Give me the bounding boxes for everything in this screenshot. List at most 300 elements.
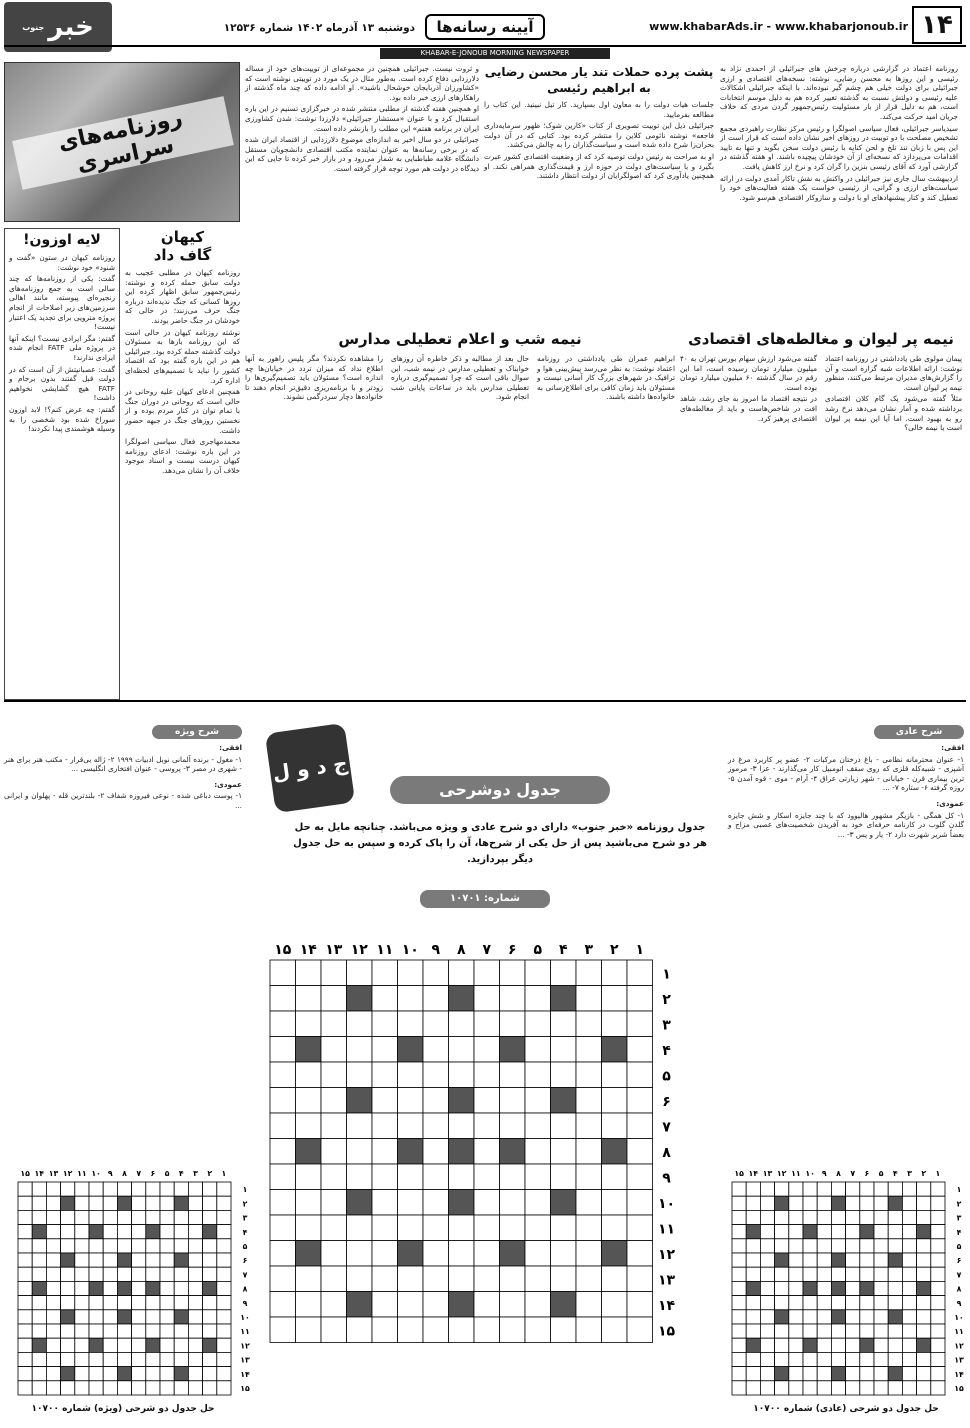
crossword-cell[interactable] — [132, 1381, 146, 1395]
crossword-cell[interactable] — [321, 1011, 347, 1037]
crossword-cell[interactable] — [602, 986, 628, 1012]
crossword-cell[interactable] — [449, 1266, 475, 1292]
crossword-cell[interactable] — [117, 1324, 131, 1338]
crossword-cell[interactable] — [474, 1215, 500, 1241]
crossword-cell[interactable] — [746, 1210, 760, 1224]
crossword-cell[interactable] — [75, 1310, 89, 1324]
crossword-cell[interactable] — [789, 1352, 803, 1366]
crossword-cell[interactable] — [423, 1317, 449, 1343]
crossword-cell[interactable] — [89, 1239, 103, 1253]
crossword-cell[interactable] — [46, 1367, 60, 1381]
crossword-cell[interactable] — [89, 1253, 103, 1267]
crossword-cell[interactable] — [732, 1367, 746, 1381]
crossword-cell[interactable] — [398, 1292, 424, 1318]
crossword-cell[interactable] — [627, 1292, 653, 1318]
crossword-cell[interactable] — [888, 1182, 902, 1196]
crossword-cell[interactable] — [775, 1296, 789, 1310]
crossword-cell[interactable] — [61, 1352, 75, 1366]
crossword-cell[interactable] — [423, 1215, 449, 1241]
crossword-cell[interactable] — [174, 1324, 188, 1338]
crossword-cell[interactable] — [931, 1210, 945, 1224]
crossword-cell[interactable] — [61, 1381, 75, 1395]
crossword-cell[interactable] — [423, 1062, 449, 1088]
crossword-cell[interactable] — [18, 1210, 32, 1224]
crossword-cell[interactable] — [160, 1239, 174, 1253]
crossword-cell[interactable] — [817, 1310, 831, 1324]
crossword-cell[interactable] — [846, 1281, 860, 1295]
crossword-cell[interactable] — [174, 1239, 188, 1253]
crossword-cell[interactable] — [372, 960, 398, 986]
crossword-cell[interactable] — [902, 1281, 916, 1295]
crossword-cell[interactable] — [760, 1196, 774, 1210]
crossword-cell[interactable] — [917, 1381, 931, 1395]
crossword-cell[interactable] — [347, 1266, 373, 1292]
crossword-cell[interactable] — [627, 1317, 653, 1343]
crossword-cell[interactable] — [32, 1324, 46, 1338]
crossword-cell[interactable] — [917, 1253, 931, 1267]
crossword-cell[interactable] — [217, 1239, 231, 1253]
crossword-cell[interactable] — [902, 1225, 916, 1239]
crossword-cell[interactable] — [760, 1324, 774, 1338]
crossword-cell[interactable] — [874, 1296, 888, 1310]
crossword-cell[interactable] — [103, 1367, 117, 1381]
crossword-cell[interactable] — [525, 986, 551, 1012]
crossword-cell[interactable] — [627, 1037, 653, 1063]
crossword-cell[interactable] — [270, 1241, 296, 1267]
crossword-cell[interactable] — [525, 1241, 551, 1267]
crossword-cell[interactable] — [217, 1196, 231, 1210]
crossword-cell[interactable] — [500, 1292, 526, 1318]
crossword-cell[interactable] — [146, 1381, 160, 1395]
crossword-cell[interactable] — [817, 1338, 831, 1352]
crossword-cell[interactable] — [270, 1011, 296, 1037]
crossword-cell[interactable] — [576, 1292, 602, 1318]
crossword-cell[interactable] — [803, 1196, 817, 1210]
crossword-cell[interactable] — [188, 1338, 202, 1352]
crossword-cell[interactable] — [188, 1239, 202, 1253]
crossword-cell[interactable] — [627, 1113, 653, 1139]
crossword-cell[interactable] — [270, 1113, 296, 1139]
crossword-cell[interactable] — [931, 1338, 945, 1352]
crossword-cell[interactable] — [146, 1352, 160, 1366]
crossword-cell[interactable] — [321, 1190, 347, 1216]
crossword-cell[interactable] — [18, 1310, 32, 1324]
crossword-cell[interactable] — [789, 1225, 803, 1239]
crossword-cell[interactable] — [372, 1317, 398, 1343]
crossword-cell[interactable] — [525, 1062, 551, 1088]
crossword-cell[interactable] — [803, 1381, 817, 1395]
crossword-cell[interactable] — [917, 1239, 931, 1253]
crossword-cell[interactable] — [75, 1196, 89, 1210]
crossword-cell[interactable] — [160, 1352, 174, 1366]
crossword-cell[interactable] — [117, 1381, 131, 1395]
crossword-cell[interactable] — [831, 1296, 845, 1310]
crossword-cell[interactable] — [103, 1296, 117, 1310]
crossword-cell[interactable] — [146, 1324, 160, 1338]
crossword-cell[interactable] — [551, 1164, 577, 1190]
crossword-cell[interactable] — [817, 1225, 831, 1239]
crossword-cell[interactable] — [217, 1182, 231, 1196]
crossword-cell[interactable] — [789, 1239, 803, 1253]
crossword-cell[interactable] — [423, 1011, 449, 1037]
crossword-cell[interactable] — [18, 1296, 32, 1310]
crossword-cell[interactable] — [860, 1296, 874, 1310]
crossword-cell[interactable] — [46, 1381, 60, 1395]
crossword-cell[interactable] — [321, 1164, 347, 1190]
crossword-cell[interactable] — [372, 1139, 398, 1165]
crossword-cell[interactable] — [32, 1367, 46, 1381]
crossword-cell[interactable] — [525, 1317, 551, 1343]
crossword-cell[interactable] — [817, 1296, 831, 1310]
crossword-cell[interactable] — [746, 1182, 760, 1196]
crossword-cell[interactable] — [931, 1381, 945, 1395]
crossword-cell[interactable] — [917, 1352, 931, 1366]
crossword-cell[interactable] — [888, 1296, 902, 1310]
crossword-cell[interactable] — [732, 1196, 746, 1210]
crossword-cell[interactable] — [61, 1338, 75, 1352]
crossword-cell[interactable] — [817, 1352, 831, 1366]
crossword-cell[interactable] — [846, 1367, 860, 1381]
crossword-cell[interactable] — [372, 1011, 398, 1037]
crossword-cell[interactable] — [576, 1164, 602, 1190]
crossword-cell[interactable] — [61, 1182, 75, 1196]
crossword-cell[interactable] — [602, 1215, 628, 1241]
crossword-cell[interactable] — [423, 960, 449, 986]
crossword-cell[interactable] — [902, 1296, 916, 1310]
crossword-cell[interactable] — [627, 1011, 653, 1037]
crossword-cell[interactable] — [321, 1215, 347, 1241]
crossword-cell[interactable] — [146, 1253, 160, 1267]
crossword-cell[interactable] — [372, 1062, 398, 1088]
crossword-cell[interactable] — [746, 1296, 760, 1310]
crossword-cell[interactable] — [321, 1292, 347, 1318]
crossword-cell[interactable] — [746, 1239, 760, 1253]
crossword-cell[interactable] — [132, 1367, 146, 1381]
crossword-cell[interactable] — [132, 1210, 146, 1224]
crossword-cell[interactable] — [474, 1011, 500, 1037]
crossword-cell[interactable] — [500, 1190, 526, 1216]
crossword-cell[interactable] — [347, 1062, 373, 1088]
crossword-cell[interactable] — [61, 1210, 75, 1224]
crossword-cell[interactable] — [917, 1296, 931, 1310]
crossword-cell[interactable] — [775, 1338, 789, 1352]
crossword-cell[interactable] — [760, 1367, 774, 1381]
crossword-cell[interactable] — [474, 1317, 500, 1343]
crossword-cell[interactable] — [174, 1182, 188, 1196]
crossword-cell[interactable] — [372, 1190, 398, 1216]
crossword-cell[interactable] — [132, 1352, 146, 1366]
crossword-cell[interactable] — [817, 1367, 831, 1381]
crossword-cell[interactable] — [132, 1338, 146, 1352]
crossword-cell[interactable] — [103, 1324, 117, 1338]
crossword-cell[interactable] — [931, 1182, 945, 1196]
crossword-cell[interactable] — [372, 1037, 398, 1063]
crossword-cell[interactable] — [576, 1241, 602, 1267]
crossword-cell[interactable] — [831, 1324, 845, 1338]
crossword-cell[interactable] — [46, 1267, 60, 1281]
crossword-cell[interactable] — [103, 1267, 117, 1281]
crossword-cell[interactable] — [347, 1037, 373, 1063]
crossword-cell[interactable] — [296, 1266, 322, 1292]
crossword-cell[interactable] — [103, 1210, 117, 1224]
crossword-cell[interactable] — [551, 1062, 577, 1088]
crossword-cell[interactable] — [931, 1296, 945, 1310]
crossword-cell[interactable] — [846, 1196, 860, 1210]
crossword-cell[interactable] — [474, 986, 500, 1012]
crossword-cell[interactable] — [817, 1381, 831, 1395]
crossword-cell[interactable] — [746, 1196, 760, 1210]
crossword-cell[interactable] — [602, 1062, 628, 1088]
crossword-cell[interactable] — [732, 1225, 746, 1239]
crossword-cell[interactable] — [732, 1352, 746, 1366]
crossword-cell[interactable] — [500, 1011, 526, 1037]
crossword-cell[interactable] — [321, 1113, 347, 1139]
crossword-cell[interactable] — [203, 1239, 217, 1253]
crossword-cell[interactable] — [188, 1381, 202, 1395]
crossword-cell[interactable] — [474, 1266, 500, 1292]
crossword-cell[interactable] — [46, 1310, 60, 1324]
crossword-cell[interactable] — [46, 1210, 60, 1224]
crossword-cell[interactable] — [372, 1215, 398, 1241]
crossword-cell[interactable] — [117, 1225, 131, 1239]
crossword-cell[interactable] — [760, 1267, 774, 1281]
crossword-cell[interactable] — [732, 1296, 746, 1310]
crossword-cell[interactable] — [803, 1253, 817, 1267]
crossword-cell[interactable] — [203, 1324, 217, 1338]
crossword-cell[interactable] — [160, 1253, 174, 1267]
crossword-cell[interactable] — [217, 1210, 231, 1224]
crossword-cell[interactable] — [347, 1113, 373, 1139]
crossword-cell[interactable] — [500, 1113, 526, 1139]
crossword-cell[interactable] — [89, 1267, 103, 1281]
crossword-cell[interactable] — [18, 1367, 32, 1381]
crossword-cell[interactable] — [372, 1164, 398, 1190]
crossword-cell[interactable] — [449, 1215, 475, 1241]
crossword-cell[interactable] — [775, 1281, 789, 1295]
crossword-cell[interactable] — [217, 1310, 231, 1324]
crossword-cell[interactable] — [174, 1381, 188, 1395]
crossword-cell[interactable] — [931, 1196, 945, 1210]
crossword-cell[interactable] — [902, 1239, 916, 1253]
crossword-cell[interactable] — [888, 1338, 902, 1352]
crossword-cell[interactable] — [270, 1190, 296, 1216]
crossword-cell[interactable] — [423, 986, 449, 1012]
crossword-cell[interactable] — [874, 1338, 888, 1352]
crossword-cell[interactable] — [270, 1062, 296, 1088]
crossword-cell[interactable] — [831, 1352, 845, 1366]
crossword-cell[interactable] — [576, 1062, 602, 1088]
crossword-cell[interactable] — [449, 1037, 475, 1063]
crossword-cell[interactable] — [46, 1239, 60, 1253]
crossword-cell[interactable] — [775, 1225, 789, 1239]
crossword-cell[interactable] — [860, 1310, 874, 1324]
crossword-cell[interactable] — [321, 1088, 347, 1114]
crossword-cell[interactable] — [474, 1241, 500, 1267]
crossword-cell[interactable] — [203, 1196, 217, 1210]
crossword-cell[interactable] — [398, 1062, 424, 1088]
crossword-cell[interactable] — [46, 1324, 60, 1338]
crossword-cell[interactable] — [775, 1267, 789, 1281]
crossword-cell[interactable] — [296, 1164, 322, 1190]
crossword-cell[interactable] — [760, 1381, 774, 1395]
crossword-cell[interactable] — [398, 1011, 424, 1037]
crossword-cell[interactable] — [103, 1253, 117, 1267]
crossword-cell[interactable] — [846, 1210, 860, 1224]
crossword-cell[interactable] — [321, 960, 347, 986]
crossword-cell[interactable] — [902, 1367, 916, 1381]
crossword-cell[interactable] — [117, 1267, 131, 1281]
crossword-cell[interactable] — [874, 1196, 888, 1210]
crossword-cell[interactable] — [132, 1267, 146, 1281]
crossword-cell[interactable] — [423, 1190, 449, 1216]
crossword-cell[interactable] — [32, 1296, 46, 1310]
crossword-cell[interactable] — [902, 1338, 916, 1352]
crossword-cell[interactable] — [732, 1281, 746, 1295]
crossword-cell[interactable] — [803, 1182, 817, 1196]
crossword-cell[interactable] — [203, 1296, 217, 1310]
crossword-cell[interactable] — [888, 1210, 902, 1224]
crossword-cell[interactable] — [860, 1210, 874, 1224]
crossword-cell[interactable] — [270, 960, 296, 986]
crossword-cell[interactable] — [75, 1267, 89, 1281]
crossword-cell[interactable] — [46, 1296, 60, 1310]
crossword-cell[interactable] — [789, 1381, 803, 1395]
crossword-cell[interactable] — [146, 1196, 160, 1210]
crossword-cell[interactable] — [902, 1381, 916, 1395]
crossword-cell[interactable] — [576, 1113, 602, 1139]
crossword-cell[interactable] — [931, 1253, 945, 1267]
crossword-cell[interactable] — [474, 1113, 500, 1139]
crossword-cell[interactable] — [61, 1239, 75, 1253]
crossword-cell[interactable] — [174, 1281, 188, 1295]
crossword-cell[interactable] — [525, 1139, 551, 1165]
crossword-cell[interactable] — [789, 1310, 803, 1324]
crossword-cell[interactable] — [347, 1164, 373, 1190]
crossword-cell[interactable] — [203, 1210, 217, 1224]
crossword-cell[interactable] — [423, 1292, 449, 1318]
crossword-cell[interactable] — [103, 1281, 117, 1295]
crossword-cell[interactable] — [132, 1324, 146, 1338]
crossword-cell[interactable] — [500, 1062, 526, 1088]
crossword-cell[interactable] — [525, 1088, 551, 1114]
crossword-cell[interactable] — [46, 1196, 60, 1210]
crossword-cell[interactable] — [732, 1310, 746, 1324]
crossword-cell[interactable] — [474, 1037, 500, 1063]
crossword-cell[interactable] — [296, 1190, 322, 1216]
crossword-cell[interactable] — [888, 1225, 902, 1239]
crossword-cell[interactable] — [117, 1296, 131, 1310]
crossword-cell[interactable] — [117, 1352, 131, 1366]
crossword-cell[interactable] — [817, 1210, 831, 1224]
crossword-cell[interactable] — [500, 1215, 526, 1241]
crossword-cell[interactable] — [846, 1381, 860, 1395]
crossword-cell[interactable] — [296, 1011, 322, 1037]
crossword-cell[interactable] — [860, 1324, 874, 1338]
crossword-cell[interactable] — [32, 1210, 46, 1224]
crossword-cell[interactable] — [902, 1210, 916, 1224]
crossword-cell[interactable] — [931, 1310, 945, 1324]
crossword-cell[interactable] — [888, 1381, 902, 1395]
crossword-cell[interactable] — [61, 1324, 75, 1338]
crossword-cell[interactable] — [500, 1088, 526, 1114]
crossword-cell[interactable] — [746, 1253, 760, 1267]
crossword-cell[interactable] — [902, 1253, 916, 1267]
crossword-cell[interactable] — [423, 1139, 449, 1165]
crossword-cell[interactable] — [500, 1317, 526, 1343]
crossword-cell[interactable] — [789, 1296, 803, 1310]
crossword-cell[interactable] — [860, 1267, 874, 1281]
crossword-cell[interactable] — [888, 1239, 902, 1253]
crossword-cell[interactable] — [902, 1310, 916, 1324]
crossword-cell[interactable] — [188, 1281, 202, 1295]
crossword-cell[interactable] — [203, 1267, 217, 1281]
crossword-cell[interactable] — [789, 1210, 803, 1224]
crossword-cell[interactable] — [103, 1352, 117, 1366]
crossword-cell[interactable] — [398, 1215, 424, 1241]
crossword-cell[interactable] — [627, 1215, 653, 1241]
crossword-cell[interactable] — [732, 1381, 746, 1395]
crossword-cell[interactable] — [46, 1182, 60, 1196]
crossword-cell[interactable] — [75, 1338, 89, 1352]
crossword-cell[interactable] — [846, 1338, 860, 1352]
crossword-cell[interactable] — [831, 1182, 845, 1196]
crossword-cell[interactable] — [760, 1352, 774, 1366]
crossword-cell[interactable] — [551, 1113, 577, 1139]
crossword-cell[interactable] — [551, 1241, 577, 1267]
crossword-cell[interactable] — [217, 1367, 231, 1381]
crossword-cell[interactable] — [732, 1253, 746, 1267]
crossword-cell[interactable] — [32, 1267, 46, 1281]
crossword-cell[interactable] — [874, 1253, 888, 1267]
crossword-cell[interactable] — [817, 1239, 831, 1253]
crossword-cell[interactable] — [160, 1225, 174, 1239]
crossword-cell[interactable] — [760, 1239, 774, 1253]
crossword-cell[interactable] — [817, 1281, 831, 1295]
crossword-cell[interactable] — [789, 1267, 803, 1281]
crossword-cell[interactable] — [103, 1239, 117, 1253]
crossword-cell[interactable] — [188, 1296, 202, 1310]
crossword-cell[interactable] — [174, 1225, 188, 1239]
crossword-cell[interactable] — [18, 1381, 32, 1395]
crossword-cell[interactable] — [61, 1281, 75, 1295]
crossword-cell[interactable] — [627, 1088, 653, 1114]
crossword-cell[interactable] — [18, 1267, 32, 1281]
crossword-cell[interactable] — [372, 1113, 398, 1139]
crossword-cell[interactable] — [188, 1267, 202, 1281]
crossword-cell[interactable] — [902, 1182, 916, 1196]
crossword-cell[interactable] — [372, 1266, 398, 1292]
crossword-cell[interactable] — [860, 1352, 874, 1366]
crossword-cell[interactable] — [296, 1215, 322, 1241]
crossword-cell[interactable] — [372, 1241, 398, 1267]
crossword-cell[interactable] — [831, 1225, 845, 1239]
crossword-cell[interactable] — [551, 1011, 577, 1037]
crossword-cell[interactable] — [372, 986, 398, 1012]
crossword-cell[interactable] — [525, 1266, 551, 1292]
crossword-cell[interactable] — [270, 1317, 296, 1343]
crossword-cell[interactable] — [551, 1139, 577, 1165]
crossword-cell[interactable] — [398, 1088, 424, 1114]
crossword-cell[interactable] — [146, 1267, 160, 1281]
crossword-cell[interactable] — [846, 1296, 860, 1310]
crossword-cell[interactable] — [146, 1296, 160, 1310]
crossword-cell[interactable] — [846, 1267, 860, 1281]
crossword-cell[interactable] — [217, 1324, 231, 1338]
crossword-cell[interactable] — [203, 1367, 217, 1381]
crossword-cell[interactable] — [296, 986, 322, 1012]
crossword-cell[interactable] — [902, 1352, 916, 1366]
crossword-cell[interactable] — [321, 986, 347, 1012]
